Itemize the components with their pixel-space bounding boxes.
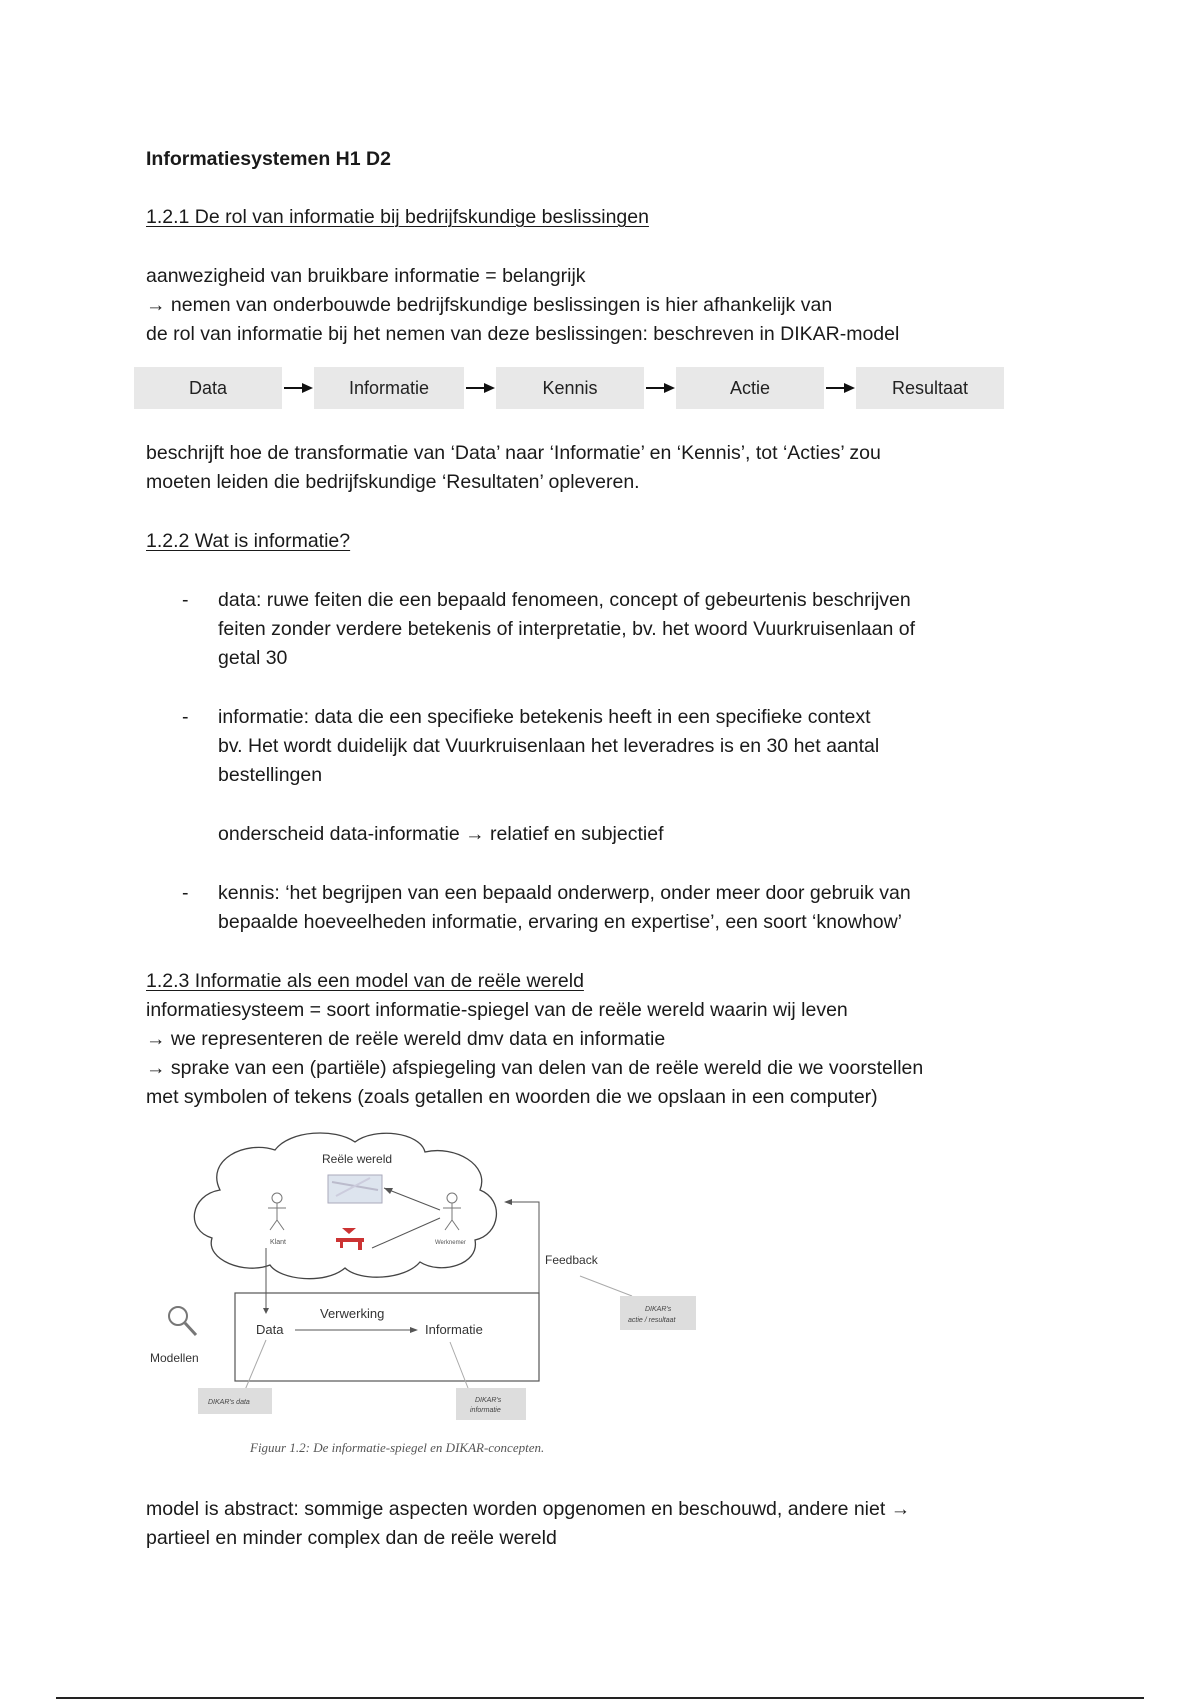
flow-box-data: Data [134, 367, 282, 409]
paragraph-line: → sprake van een (partiële) afspiegeling van delen van de reële wereld die we voorstellen [146, 1057, 924, 1079]
paragraph-line: → we representeren de reële wereld dmv data en informatie [146, 1028, 666, 1050]
bullet-marker: - [182, 589, 189, 611]
feedback-label: Feedback [545, 1253, 598, 1267]
bullet-marker: - [182, 882, 189, 904]
map-icon [328, 1175, 382, 1203]
modellen-label: Modellen [150, 1351, 199, 1365]
arrow-right-icon [644, 378, 676, 398]
note-dikar-data-text: DIKAR's data [208, 1399, 250, 1406]
bullet-marker: - [182, 706, 189, 728]
bullet-line: bv. Het wordt duidelijk dat Vuurkruisenlaan het leveradres is en 30 het aantal [218, 735, 880, 757]
page-title: Informatiesystemen H1 D2 [146, 148, 391, 170]
bullet-line: onderscheid data-informatie → relatief en subjectief [218, 823, 664, 845]
information-mirror-figure [150, 1130, 710, 1470]
paragraph-line: met symbolen of tekens (zoals getallen en woorden die we opslaan in een computer) [146, 1086, 878, 1108]
dikar-flow-diagram [134, 367, 1004, 409]
note-dikar-actie [620, 1296, 696, 1330]
paragraph-line: aanwezigheid van bruikbare informatie = belangrijk [146, 265, 586, 287]
note-text: actie / resultaat [628, 1317, 676, 1324]
bullet-line: informatie: data die een specifieke betekenis heeft in een specifieke context [218, 706, 871, 728]
paragraph-line: moeten leiden die bedrijfskundige ‘Resultaten’ opleveren. [146, 471, 640, 493]
flow-box-actie: Actie [676, 367, 824, 409]
paragraph-line: de rol van informatie bij het nemen van deze beslissingen: beschreven in DIKAR-model [146, 323, 900, 345]
note-dikar-informatie [456, 1388, 526, 1420]
note-text: informatie [470, 1407, 501, 1414]
bullet-line: bepaalde hoeveelheden informatie, ervaring en expertise’, een soort ‘knowhow’ [218, 911, 903, 933]
bullet-line: getal 30 [218, 647, 288, 669]
flow-box-resultaat: Resultaat [856, 367, 1004, 409]
bullet-line: data: ruwe feiten die een bepaald fenomeen, concept of gebeurtenis beschrijven [218, 589, 911, 611]
arrow-right-icon [824, 378, 856, 398]
flow-box-kennis: Kennis [496, 367, 644, 409]
werknemer-label: Werknemer [435, 1240, 466, 1246]
klant-label: Klant [270, 1239, 286, 1246]
section-heading-1-2-3: 1.2.3 Informatie als een model van de reële wereld [146, 970, 584, 992]
section-heading-1-2-2: 1.2.2 Wat is informatie? [146, 530, 351, 552]
paragraph-line: partieel en minder complex dan de reële wereld [146, 1527, 557, 1549]
paragraph-line: informatiesysteem = soort informatie-spiegel van de reële wereld waarin wij leven [146, 999, 848, 1021]
data-label: Data [256, 1322, 284, 1337]
flow-box-informatie: Informatie [314, 367, 464, 409]
note-text: DIKAR's [475, 1397, 502, 1404]
processing-box [235, 1293, 539, 1381]
section-heading-1-2-1: 1.2.1 De rol van informatie bij bedrijfskundige beslissingen [146, 206, 649, 228]
paragraph-line: model is abstract: sommige aspecten worden opgenomen en beschouwd, andere niet → [146, 1498, 911, 1520]
bullet-line: bestellingen [218, 764, 323, 786]
bullet-line: kennis: ‘het begrijpen van een bepaald onderwerp, onder meer door gebruik van [218, 882, 911, 904]
verwerking-label: Verwerking [320, 1306, 385, 1321]
note-text: DIKAR's [645, 1306, 672, 1313]
cloud-label: Reële wereld [322, 1152, 393, 1166]
informatie-label: Informatie [425, 1322, 483, 1337]
magnifier-icon [169, 1307, 196, 1335]
paragraph-line: → nemen van onderbouwde bedrijfskundige beslissingen is hier afhankelijk van [146, 294, 833, 316]
figure-caption: Figuur 1.2: De informatie-spiegel en DIKAR-concepten. [250, 1440, 545, 1455]
bullet-line: feiten zonder verdere betekenis of interpretatie, bv. het woord Vuurkruisenlaan of [218, 618, 915, 640]
footer-rule [56, 1697, 1144, 1699]
figure-drawing [150, 1130, 710, 1470]
arrow-right-icon [464, 378, 496, 398]
paragraph-line: beschrijft hoe de transformatie van ‘Data’ naar ‘Informatie’ en ‘Kennis’, tot ‘Acties’ zou [146, 442, 881, 464]
arrow-right-icon [282, 378, 314, 398]
